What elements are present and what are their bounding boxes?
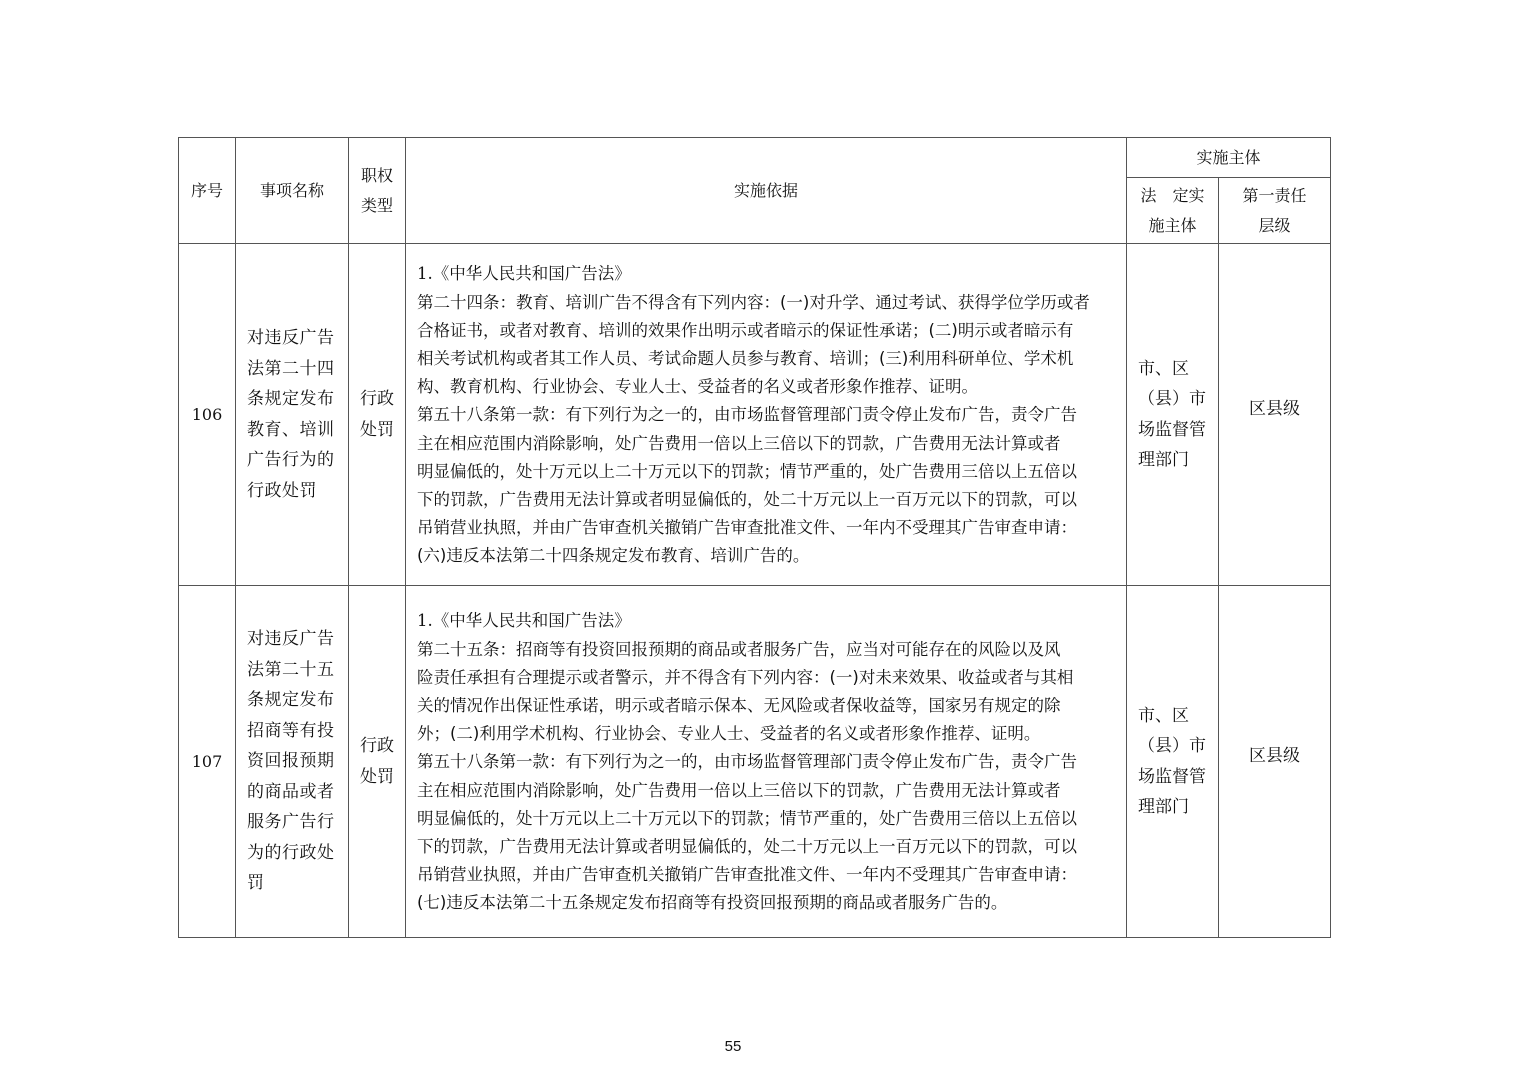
row-basis (406, 244, 1127, 586)
header-first-responsible-level: 第一责任层级 (1219, 178, 1331, 244)
row-authority-type: 行政处罚 (349, 586, 406, 938)
header-implementer-group: 实施主体 (1127, 138, 1331, 178)
basis-line: 明显偏低的，处十万元以上二十万元以下的罚款；情节严重的，处广告费用三倍以上五倍以 (417, 461, 1077, 481)
basis-line: 下的罚款，广告费用无法计算或者明显偏低的，处二十万元以上一百万元以下的罚款，可以 (417, 490, 1077, 509)
basis-line: 主在相应范围内消除影响，处广告费用一倍以上三倍以下的罚款，广告费用无法计算或者 (417, 433, 1061, 453)
basis-line: 吊销营业执照，并由广告审查机关撤销广告审查批准文件、一年内不受理其广告审查申请： (417, 518, 1077, 538)
basis-law-title: 1.《中华人民共和国广告法》 (417, 264, 631, 284)
basis-line: (六)违反本法第二十四条规定发布教育、培训广告的。 (417, 546, 810, 566)
basis-line: 关的情况作出保证性承诺，明示或者暗示保本、无风险或者保收益等，国家另有规定的除 (417, 695, 1061, 715)
row-first-responsible-level: 区县级 (1219, 586, 1331, 938)
basis-line: 下的罚款，广告费用无法计算或者明显偏低的，处二十万元以上一百万元以下的罚款，可以 (417, 837, 1077, 856)
basis-line: (七)违反本法第二十五条规定发布招商等有投资回报预期的商品或者服务广告的。 (417, 893, 1008, 913)
header-seq: 序号 (179, 138, 236, 244)
basis-line: 构、教育机构、行业协会、专业人士、受益者的名义或者形象作推荐、证明。 (417, 377, 978, 397)
basis-law-title: 1.《中华人民共和国广告法》 (417, 611, 631, 631)
basis-line: 第二十五条：招商等有投资回报预期的商品或者服务广告，应当对可能存在的风险以及风 (417, 639, 1061, 659)
basis-line: 第二十四条：教育、培训广告不得含有下列内容：(一)对升学、通过考试、获得学位学历或者 (417, 292, 1090, 312)
basis-line: 险责任承担有合理提示或者警示，并不得含有下列内容：(一)对未来效果、收益或者与其相 (417, 667, 1074, 687)
row-basis (406, 586, 1127, 938)
row-seq: 106 (179, 244, 236, 586)
basis-line: 主在相应范围内消除影响，处广告费用一倍以上三倍以下的罚款，广告费用无法计算或者 (417, 780, 1061, 800)
basis-line: 第五十八条第一款：有下列行为之一的，由市场监督管理部门责令停止发布广告，责令广告 (417, 405, 1077, 425)
header-row-1 (179, 138, 1331, 178)
header-authority-type: 职权类型 (349, 138, 406, 244)
powers-list-table (178, 137, 1331, 938)
page-number: 55 (724, 1038, 742, 1055)
table-row (179, 586, 1331, 938)
row-legal-implementer: 市、区（县）市场监督管理部门 (1127, 586, 1219, 938)
basis-line: 外；(二)利用学术机构、行业协会、专业人士、受益者的名义或者形象作推荐、证明。 (417, 724, 1041, 744)
row-legal-implementer: 市、区（县）市场监督管理部门 (1127, 244, 1219, 586)
row-first-responsible-level: 区县级 (1219, 244, 1331, 586)
row-item-name: 对违反广告法第二十四条规定发布教育、培训广告行为的行政处罚 (236, 244, 349, 586)
table-row (179, 244, 1331, 586)
header-item-name: 事项名称 (236, 138, 349, 244)
basis-line: 明显偏低的，处十万元以上二十万元以下的罚款；情节严重的，处广告费用三倍以上五倍以 (417, 808, 1077, 828)
header-legal-implementer: 法 定实施主体 (1127, 178, 1219, 244)
basis-line: 相关考试机构或者其工作人员、考试命题人员参与教育、培训；(三)利用科研单位、学术机 (417, 348, 1074, 368)
basis-line: 第五十八条第一款：有下列行为之一的，由市场监督管理部门责令停止发布广告，责令广告 (417, 752, 1077, 772)
row-authority-type: 行政处罚 (349, 244, 406, 586)
basis-line: 合格证书，或者对教育、培训的效果作出明示或者暗示的保证性承诺；(二)明示或者暗示有 (417, 320, 1074, 340)
basis-line: 吊销营业执照，并由广告审查机关撤销广告审查批准文件、一年内不受理其广告审查申请： (417, 865, 1077, 885)
header-basis: 实施依据 (406, 138, 1127, 244)
row-item-name: 对违反广告法第二十五条规定发布招商等有投资回报预期的商品或者服务广告行为的行政处罚 (236, 586, 349, 938)
row-seq: 107 (179, 586, 236, 938)
